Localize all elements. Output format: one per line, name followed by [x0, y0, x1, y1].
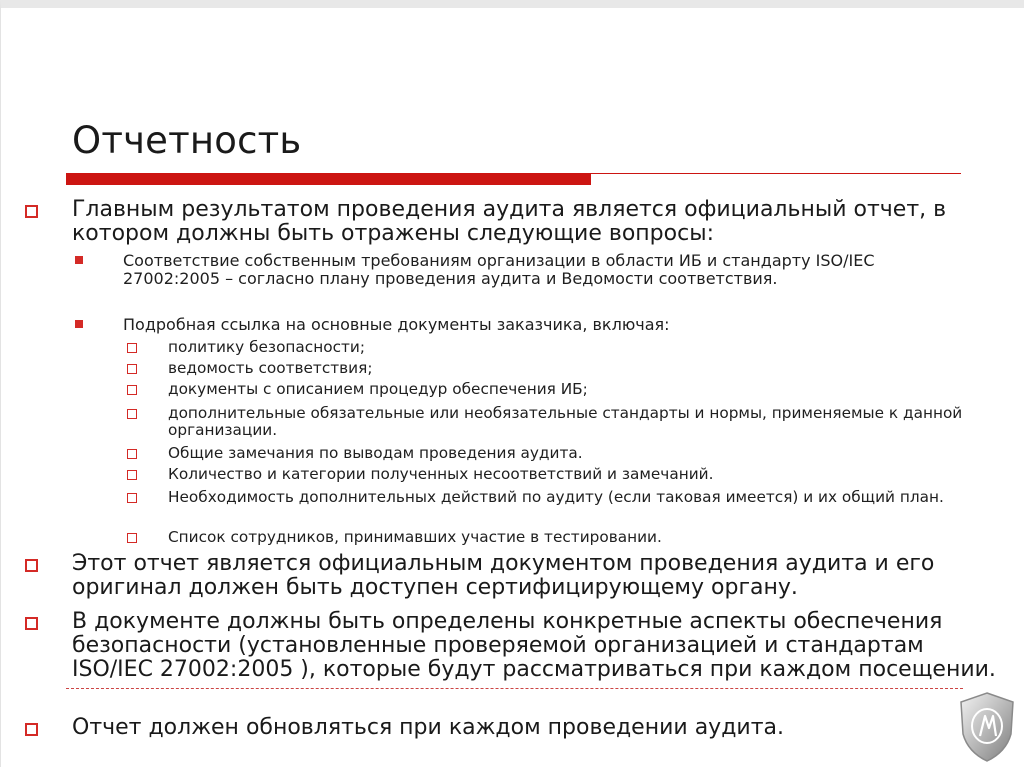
hollow-square-bullet-icon [25, 723, 38, 736]
sub-sub-bullet: документы с описанием процедур обеспечения ИБ; [168, 380, 588, 398]
hollow-square-bullet-icon [127, 533, 137, 543]
hollow-square-bullet-icon [25, 205, 38, 218]
sub-sub-bullet: Общие замечания по выводам проведения аудита. [168, 444, 583, 462]
slide-title: Отчетность [72, 119, 302, 162]
hollow-square-bullet-icon [127, 385, 137, 395]
filled-square-bullet-icon [75, 320, 83, 328]
title-underline-thin [591, 173, 961, 174]
bullet-report-update: Отчет должен обновляться при каждом проведении аудита. [72, 715, 784, 740]
sub-sub-bullet: ведомость соответствия; [168, 359, 373, 377]
hollow-square-bullet-icon [25, 559, 38, 572]
bullet-main-report: Главным результатом проведения аудита является официальный отчет, в котором должны быть отражены следующие вопросы: [72, 197, 947, 246]
title-underline-thick [66, 173, 591, 185]
sub-sub-bullet: политику безопасности; [168, 338, 365, 356]
sub-bullet-documents: Подробная ссылка на основные документы заказчика, включая: [123, 315, 670, 334]
sub-sub-bullet: Необходимость дополнительных действий по аудиту (если таковая имеется) и их общий план. [168, 488, 944, 506]
hollow-square-bullet-icon [127, 493, 137, 503]
sub-bullet-compliance: Соответствие собственным требованиям организации в области ИБ и стандарту ISO/IEC 27002:2005 – согласно плану проведения аудита и Ведомости соответствия. [123, 251, 875, 288]
hollow-square-bullet-icon [127, 343, 137, 353]
bullet-security-aspects: В документе должны быть определены конкретные аспекты обеспечения безопасности (установленные проверяемой организацией и стандартам ISO/IEC 27002:2005 ), которые будут рассматриваться при каждом посещении. [72, 609, 996, 682]
hollow-square-bullet-icon [127, 449, 137, 459]
bullet-official-document: Этот отчет является официальным документом проведения аудита и его оригинал должен быть доступен сертифицирующему органу. [72, 551, 935, 600]
filled-square-bullet-icon [75, 256, 83, 264]
sub-sub-bullet: дополнительные обязательные или необязательные стандарты и нормы, применяемые к данной организации. [168, 404, 963, 439]
footer-divider [66, 688, 963, 689]
hollow-square-bullet-icon [127, 470, 137, 480]
hollow-square-bullet-icon [25, 617, 38, 630]
shield-logo-icon [956, 690, 1018, 764]
sub-sub-bullet: Список сотрудников, принимавших участие в тестировании. [168, 528, 662, 546]
hollow-square-bullet-icon [127, 364, 137, 374]
hollow-square-bullet-icon [127, 409, 137, 419]
sub-sub-bullet: Количество и категории полученных несоответствий и замечаний. [168, 465, 714, 483]
